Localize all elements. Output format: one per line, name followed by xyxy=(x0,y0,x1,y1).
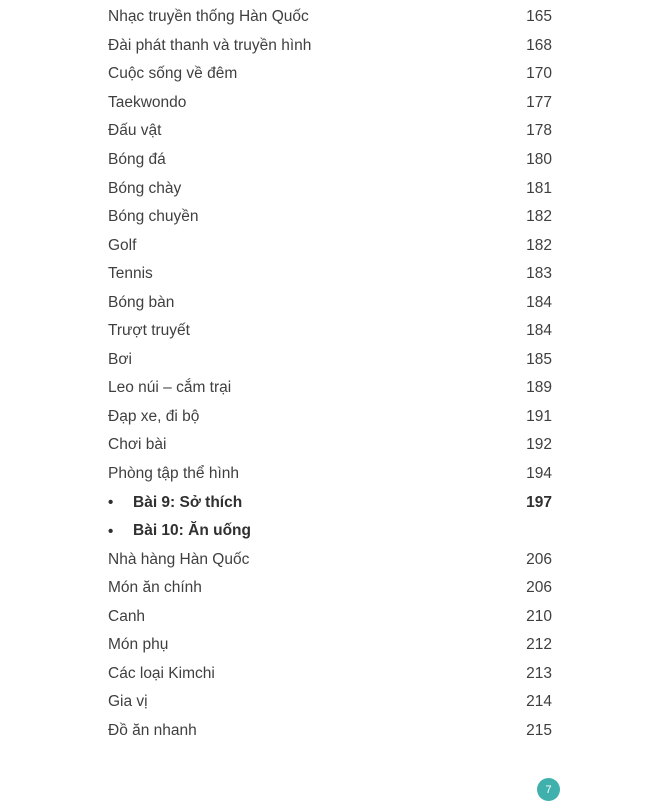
toc-entry-row xyxy=(108,346,552,375)
toc-entry-label: Bóng bàn xyxy=(108,293,175,311)
toc-row-left xyxy=(108,265,153,283)
toc-entry-page-number: 182 xyxy=(526,236,552,254)
toc-entry-row xyxy=(108,660,552,689)
toc-entry-label: Golf xyxy=(108,236,137,254)
toc-entry-label: Bóng đá xyxy=(108,151,166,168)
bullet-icon: • xyxy=(108,522,114,540)
toc-row-left xyxy=(108,322,190,340)
toc-row-left xyxy=(108,379,231,397)
toc-entry-label: Đạp xe, đi bộ xyxy=(108,407,200,425)
toc-entry-label: Đài phát thanh và truyền hình xyxy=(108,36,312,54)
toc-entry-label: Nhạc truyền thống Hàn Quốc xyxy=(108,8,309,26)
toc-entry-page-number: 206 xyxy=(526,579,552,597)
toc-row-left xyxy=(108,722,197,740)
toc-entry-label: Món ăn chính xyxy=(108,579,202,597)
toc-entry-label: Gia vị xyxy=(108,693,148,711)
toc-entry-page-number: 206 xyxy=(526,550,552,568)
toc-entry-row xyxy=(108,574,552,603)
toc-entry-row xyxy=(108,260,552,289)
toc-entry-page-number: 191 xyxy=(526,407,552,425)
toc-entry-label: Chơi bài xyxy=(108,436,167,454)
toc-entry-row xyxy=(108,431,552,460)
toc-row-left xyxy=(108,465,239,483)
toc-entry-row xyxy=(108,631,552,660)
bullet-icon: • xyxy=(108,494,114,512)
toc-entry-label: Leo núi – cắm trại xyxy=(108,379,232,397)
toc-chapter-row xyxy=(108,517,552,546)
toc-entry-row xyxy=(108,688,552,717)
toc-row-left xyxy=(108,494,242,512)
toc-row-left xyxy=(108,180,181,198)
toc-entry-label: Đồ ăn nhanh xyxy=(108,721,197,739)
toc-entry-page-number: 168 xyxy=(526,36,552,54)
toc-row-left xyxy=(108,294,174,312)
toc-chapter-row xyxy=(108,488,552,517)
toc-entry-page-number: 185 xyxy=(526,350,552,368)
toc-entry-row xyxy=(108,717,552,746)
toc-row-left xyxy=(108,636,168,654)
page-number-badge: 7 xyxy=(537,778,560,801)
toc-entry-row xyxy=(108,602,552,631)
toc-entry-page-number: 215 xyxy=(526,721,552,739)
toc-entry-page-number: 212 xyxy=(526,636,552,654)
toc-row-left xyxy=(108,8,309,26)
toc-row-left xyxy=(108,436,166,454)
toc-entry-label: Bóng chuyền xyxy=(108,208,199,226)
toc-entry-page-number: 189 xyxy=(526,379,552,397)
toc-row-left xyxy=(108,608,145,626)
toc-row-left xyxy=(108,579,202,597)
toc-entry-label: Bài 10: Ăn uống xyxy=(133,522,251,540)
toc-entry-label: Cuộc sống về đêm xyxy=(108,65,238,83)
toc-entry-row xyxy=(108,146,552,175)
toc-entry-page-number: 181 xyxy=(526,179,552,197)
toc-entry-row xyxy=(108,545,552,574)
toc-entry-label: Tennis xyxy=(108,265,153,283)
toc-row-left xyxy=(108,693,148,711)
toc-entry-page-number: 184 xyxy=(526,322,552,340)
toc-row-left xyxy=(108,351,132,369)
toc-entry-row xyxy=(108,317,552,346)
toc-entry-row xyxy=(108,460,552,489)
toc-entry-label: Bơi xyxy=(108,350,132,368)
toc-entry-page-number: 194 xyxy=(526,465,552,483)
toc-row-left xyxy=(108,151,166,169)
toc-row-left xyxy=(108,122,161,140)
toc-entry-page-number: 213 xyxy=(526,664,552,682)
toc-entry-row xyxy=(108,60,552,89)
toc-entry-page-number: 180 xyxy=(526,151,552,168)
toc-row-left xyxy=(108,37,311,55)
toc-row-left xyxy=(108,65,237,83)
toc-entry-label: Trượt truyết xyxy=(108,322,190,340)
toc-entry-row xyxy=(108,374,552,403)
toc-entry-page-number: 165 xyxy=(526,8,552,26)
toc-entry-row xyxy=(108,288,552,317)
toc-entry-label: Các loại Kimchi xyxy=(108,664,215,682)
toc-row-left xyxy=(108,522,251,540)
toc-entry-row xyxy=(108,203,552,232)
toc-entry-label: Món phụ xyxy=(108,636,169,654)
toc-row-left xyxy=(108,94,186,112)
toc-entry-page-number: 183 xyxy=(526,265,552,283)
toc-entry-label: Taekwondo xyxy=(108,93,187,111)
toc-entry-label: Phòng tập thể hình xyxy=(108,465,240,483)
toc-entry-row xyxy=(108,117,552,146)
toc-entry-row xyxy=(108,89,552,118)
toc-entry-label: Bài 9: Sở thích xyxy=(133,493,243,511)
toc-entry-row xyxy=(108,403,552,432)
toc-entry-label: Bóng chày xyxy=(108,179,182,197)
toc-row-left xyxy=(108,551,249,569)
toc-entry-page-number: 214 xyxy=(526,693,552,711)
toc-entry-row xyxy=(108,231,552,260)
toc-entry-page-number: 178 xyxy=(526,122,552,140)
toc-row-left xyxy=(108,208,199,226)
toc-entry-row xyxy=(108,3,552,32)
toc-entry-page-number: 177 xyxy=(526,93,552,111)
toc-entry-page-number: 170 xyxy=(526,65,552,83)
toc-entry-label: Đấu vật xyxy=(108,122,162,140)
toc-row-left xyxy=(108,665,215,683)
toc-entry-page-number: 210 xyxy=(526,607,552,625)
toc-entry-row xyxy=(108,32,552,61)
toc-row-left xyxy=(108,408,199,426)
toc-entry-page-number: 197 xyxy=(526,493,552,511)
toc-entry-label: Canh xyxy=(108,607,146,625)
toc-entry-row xyxy=(108,174,552,203)
toc-row-left xyxy=(108,237,136,255)
toc-entry-label: Nhà hàng Hàn Quốc xyxy=(108,550,250,568)
table-of-contents xyxy=(108,3,552,745)
toc-entry-page-number: 192 xyxy=(526,436,552,454)
toc-entry-page-number: 182 xyxy=(526,208,552,226)
toc-entry-page-number: 184 xyxy=(526,293,552,311)
